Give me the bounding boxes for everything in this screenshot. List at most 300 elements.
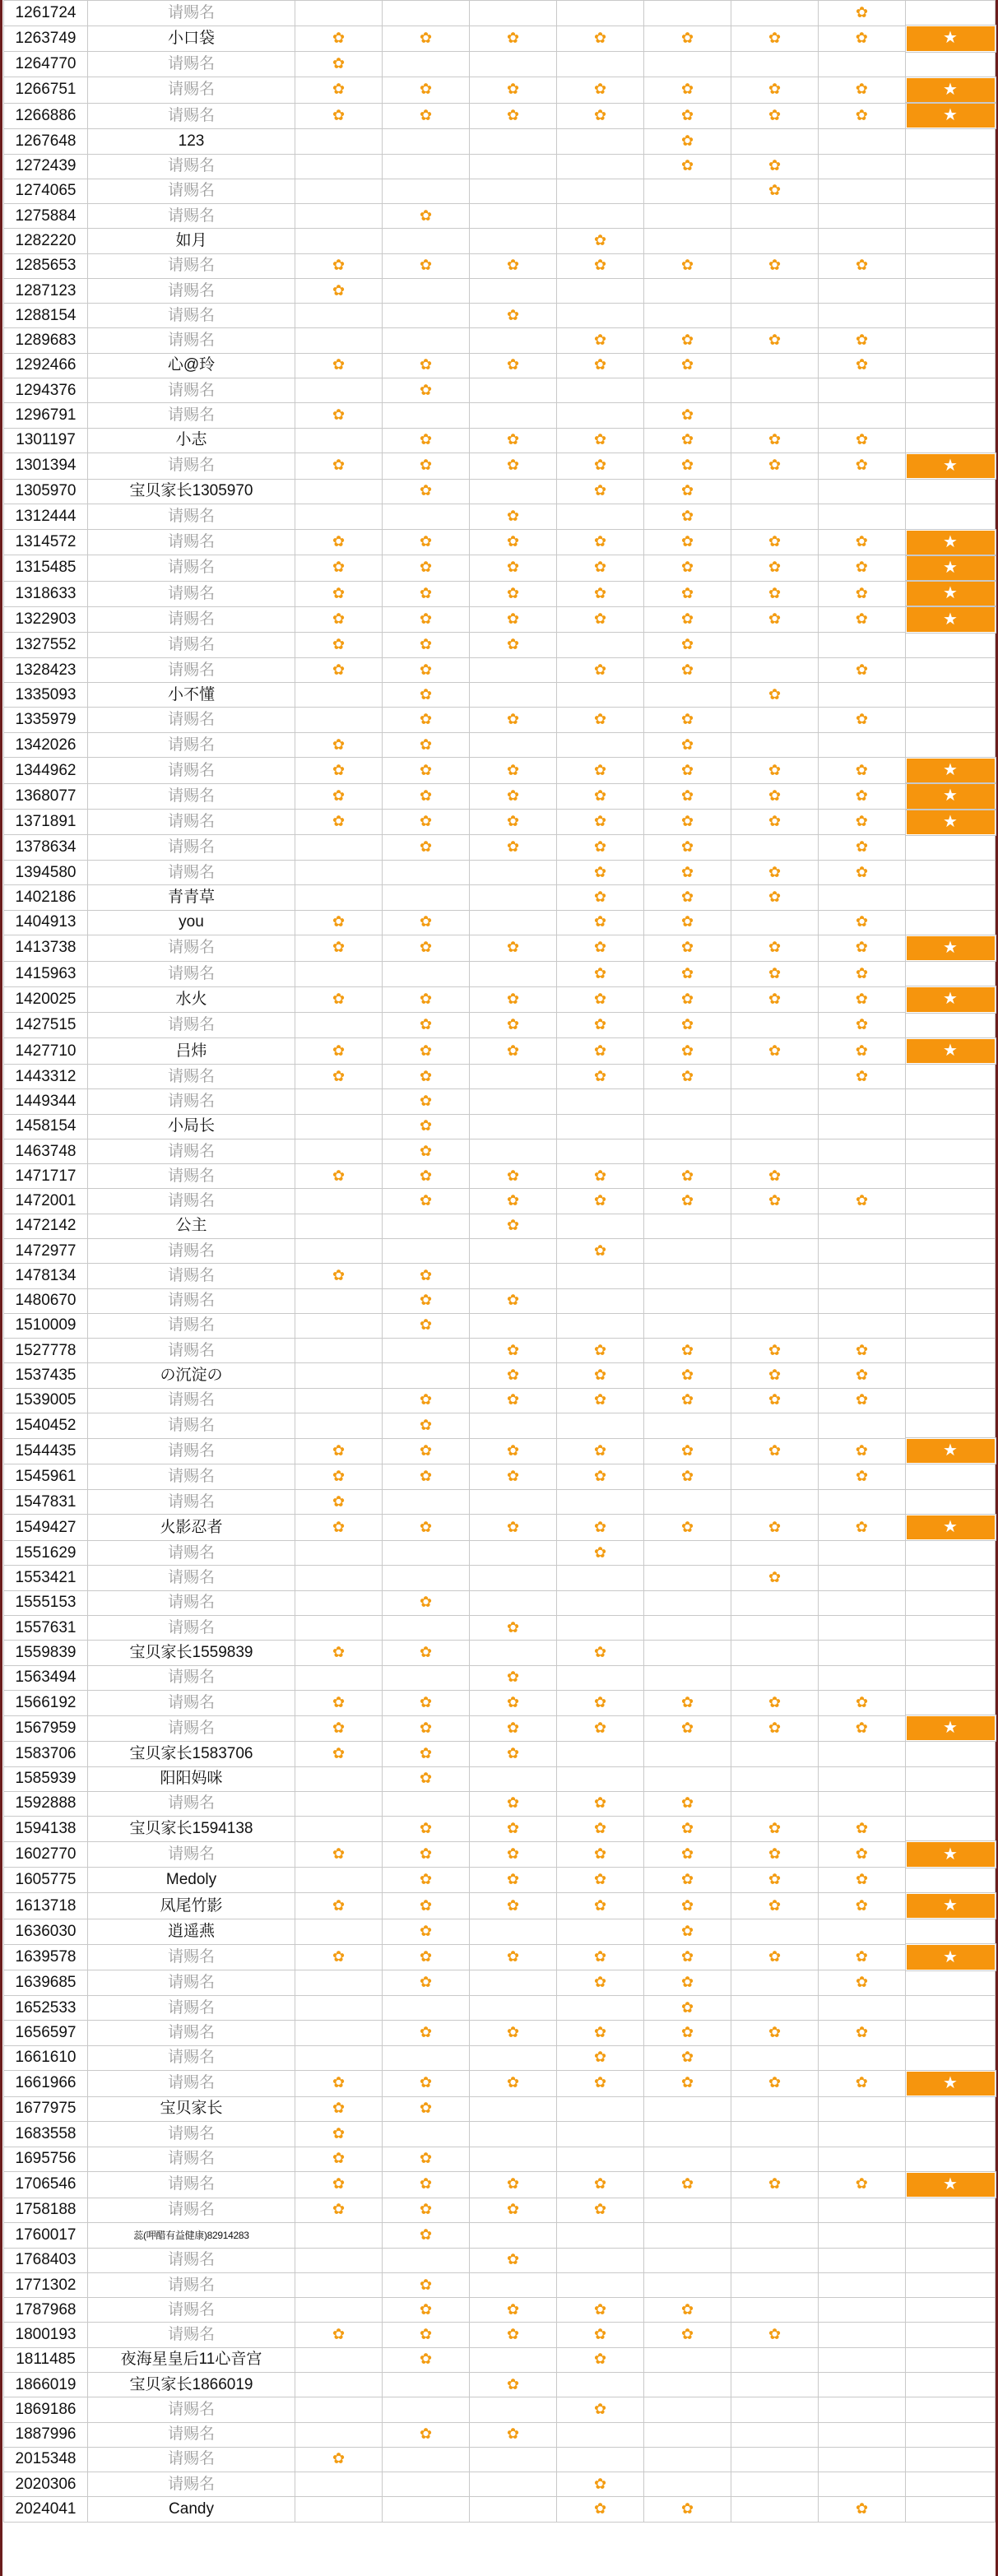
table-row[interactable] [4,1114,996,1139]
mark-cell-1 [295,77,383,103]
mark-cell-6 [731,253,819,278]
member-name-cell: 请赐名 [88,1970,295,1996]
flower-star-icon: ✿ [419,1142,433,1159]
mark-cell-7 [819,328,906,353]
member-name-cell: 请赐名 [88,2021,295,2045]
mark-cell-5 [644,453,731,479]
table-row[interactable] [4,1288,996,1313]
mark-cell-3 [470,1038,557,1064]
table-row[interactable] [4,2422,996,2447]
flower-star-icon: ✿ [680,533,694,550]
table-row[interactable] [4,1239,996,1264]
mark-cell-7 [819,2472,906,2497]
mark-cell-6 [731,1264,819,1288]
mark-cell-6 [731,1239,819,1264]
member-id-cell: 1771302 [4,2272,88,2297]
table-row[interactable] [4,1690,996,1715]
table-row[interactable] [4,2223,996,2248]
table-row[interactable] [4,1214,996,1238]
mark-cell-7 [819,606,906,632]
flower-star-icon: ✿ [593,813,607,830]
mark-cell-2 [383,179,470,203]
table-row[interactable] [4,810,996,835]
member-id-cell: 1602770 [4,1841,88,1867]
member-name-cell: 请赐名 [88,1715,295,1741]
table-row[interactable] [4,581,996,606]
flower-star-icon: ✿ [419,81,433,98]
member-name-cell: 请赐名 [88,1665,295,1690]
table-row[interactable] [4,2298,996,2323]
table-row[interactable] [4,1,996,26]
table-row[interactable] [4,1944,996,1970]
badge-cell [906,1363,996,1388]
flower-star-icon: ✿ [593,2049,607,2066]
badge-cell [906,683,996,708]
table-row[interactable] [4,530,996,555]
mark-cell-5 [644,353,731,378]
table-row[interactable] [4,2172,996,2198]
mark-cell-3 [470,179,557,203]
mark-cell-5 [644,1641,731,1665]
badge-cell [906,353,996,378]
member-name-cell: 请赐名 [88,1413,295,1438]
table-row[interactable] [4,1791,996,1816]
flower-star-icon: ✿ [506,1192,520,1209]
table-row[interactable] [4,1590,996,1615]
member-name-cell: 请赐名 [88,154,295,179]
mark-cell-6 [731,810,819,835]
mark-cell-3 [470,2272,557,2297]
mark-cell-6 [731,1791,819,1816]
member-name-cell: の沉淀の [88,1363,295,1388]
mark-cell-2 [383,1566,470,1590]
table-row[interactable] [4,253,996,278]
mark-cell-4 [557,128,644,154]
mark-cell-7 [819,204,906,229]
flower-star-icon: ✿ [506,838,520,856]
mark-cell-4 [557,2397,644,2422]
table-row[interactable] [4,1715,996,1741]
mark-cell-4 [557,1189,644,1214]
member-name-cell: 宝贝家长 [88,2096,295,2122]
mark-cell-3 [470,353,557,378]
member-id-cell: 1288154 [4,304,88,328]
table-row[interactable] [4,910,996,935]
member-name-cell: 小志 [88,428,295,453]
table-row[interactable] [4,1995,996,2020]
flower-star-icon: ✿ [680,736,694,753]
mark-cell-3 [470,2248,557,2272]
flower-star-icon: ✿ [855,29,868,46]
table-row[interactable] [4,179,996,203]
flower-star-icon: ✿ [332,913,346,931]
table-row[interactable] [4,154,996,179]
flower-star-icon: ✿ [593,939,607,956]
mark-cell-6 [731,885,819,910]
mark-cell-4 [557,353,644,378]
mark-cell-2 [383,1690,470,1715]
mark-cell-4 [557,204,644,229]
member-name-cell: 请赐名 [88,77,295,103]
table-row[interactable] [4,835,996,861]
mark-cell-1 [295,1363,383,1388]
member-name-cell: 请赐名 [88,758,295,783]
flower-star-icon: ✿ [680,813,694,830]
mark-cell-4 [557,683,644,708]
table-row[interactable] [4,708,996,732]
badge-cell [906,1438,996,1464]
member-name-cell: 青青草 [88,885,295,910]
table-row[interactable] [4,428,996,453]
flower-star-icon: ✿ [680,1366,694,1383]
flower-star-icon: ✿ [332,1042,346,1059]
mark-cell-5 [644,1038,731,1064]
mark-cell-1 [295,253,383,278]
table-row[interactable] [4,2096,996,2122]
badge-cell [906,657,996,682]
table-row[interactable] [4,26,996,51]
mark-cell-4 [557,179,644,203]
mark-cell-4 [557,961,644,986]
table-body [4,1,996,2523]
table-row[interactable] [4,2372,996,2397]
table-row[interactable] [4,1566,996,1590]
mark-cell-2 [383,986,470,1012]
mark-cell-3 [470,253,557,278]
badge-cell [906,606,996,632]
table-row[interactable] [4,1413,996,1438]
flower-star-icon: ✿ [593,913,607,931]
flower-star-icon: ✿ [768,2326,782,2343]
table-row[interactable] [4,378,996,402]
member-name-cell: 123 [88,128,295,154]
table-row[interactable] [4,1515,996,1540]
table-row[interactable] [4,204,996,229]
mark-cell-2 [383,278,470,303]
star-icon: ★ [943,558,958,577]
mark-cell-2 [383,1013,470,1038]
frame-left-border [0,0,2,2576]
badge-cell [906,1038,996,1064]
mark-cell-6 [731,633,819,658]
mark-cell-1 [295,2071,383,2096]
table-row[interactable] [4,2272,996,2297]
table-row[interactable] [4,1064,996,1089]
mark-cell-5 [644,2147,731,2172]
mark-cell-3 [470,1064,557,1089]
flower-star-icon: ✿ [680,1693,694,1710]
member-name-cell: 请赐名 [88,179,295,203]
table-row[interactable] [4,1388,996,1413]
flower-star-icon: ✿ [680,29,694,46]
table-row[interactable] [4,861,996,885]
mark-cell-4 [557,229,644,253]
table-row[interactable] [4,1868,996,1893]
badge-cell [906,555,996,581]
mark-cell-7 [819,1515,906,1540]
table-row[interactable] [4,555,996,581]
mark-cell-3 [470,1893,557,1919]
member-name-cell: 请赐名 [88,732,295,758]
table-row[interactable] [4,2122,996,2147]
table-row[interactable] [4,1164,996,1189]
badge-cell [906,2122,996,2147]
mark-cell-6 [731,1970,819,1996]
table-row[interactable] [4,328,996,353]
table-row[interactable] [4,304,996,328]
flower-star-icon: ✿ [855,1192,869,1209]
flower-star-icon: ✿ [593,232,607,249]
table-row[interactable] [4,986,996,1012]
mark-cell-4 [557,1114,644,1139]
mark-cell-2 [383,204,470,229]
mark-cell-6 [731,26,819,51]
mark-cell-2 [383,1791,470,1816]
flower-star-icon: ✿ [506,1693,520,1710]
table-row[interactable] [4,504,996,530]
mark-cell-5 [644,179,731,203]
table-row[interactable] [4,606,996,632]
mark-cell-1 [295,403,383,428]
mark-cell-3 [470,2045,557,2071]
table-row[interactable] [4,1013,996,1038]
mark-cell-1 [295,128,383,154]
table-row[interactable] [4,278,996,303]
table-row[interactable] [4,1970,996,1996]
member-name-cell: 请赐名 [88,935,295,961]
mark-cell-2 [383,1540,470,1566]
table-row[interactable] [4,657,996,682]
mark-cell-1 [295,378,383,402]
mark-cell-4 [557,783,644,809]
mark-cell-7 [819,1616,906,1641]
mark-cell-2 [383,758,470,783]
table-row[interactable] [4,1489,996,1515]
flower-star-icon: ✿ [419,1871,433,1888]
badge-cell [906,1616,996,1641]
table-row[interactable] [4,758,996,783]
member-name-cell: 请赐名 [88,453,295,479]
mark-cell-1 [295,1690,383,1715]
table-row[interactable] [4,2071,996,2096]
table-row[interactable] [4,2447,996,2472]
table-row[interactable] [4,1464,996,1489]
flower-star-icon: ✿ [419,2276,433,2293]
table-row[interactable] [4,1540,996,1566]
badge-cell [906,1489,996,1515]
table-row[interactable] [4,1438,996,1464]
table-row[interactable] [4,52,996,77]
mark-cell-7 [819,1893,906,1919]
flower-star-icon: ✿ [680,559,694,576]
mark-cell-6 [731,1590,819,1615]
member-name-cell: 凤尾竹影 [88,1893,295,1919]
member-id-cell: 1585939 [4,1766,88,1791]
mark-cell-4 [557,428,644,453]
flower-star-icon: ✿ [768,1719,782,1736]
table-row[interactable] [4,2472,996,2497]
mark-cell-6 [731,2372,819,2397]
table-row[interactable] [4,2198,996,2223]
table-row[interactable] [4,1616,996,1641]
mark-cell-2 [383,2172,470,2198]
mark-cell-5 [644,1970,731,1996]
badge-cell [906,1970,996,1996]
mark-cell-7 [819,1363,906,1388]
mark-cell-2 [383,1388,470,1413]
flower-star-icon: ✿ [855,964,869,982]
mark-cell-7 [819,1590,906,1615]
table-container[interactable] [3,0,995,2576]
mark-cell-4 [557,2096,644,2122]
mark-cell-1 [295,1515,383,1540]
mark-cell-2 [383,961,470,986]
flower-star-icon: ✿ [855,1693,869,1710]
flower-star-icon: ✿ [419,813,433,830]
table-row[interactable] [4,479,996,504]
table-row[interactable] [4,2397,996,2422]
member-id-cell: 1312444 [4,504,88,530]
member-id-cell: 2024041 [4,2497,88,2522]
flower-star-icon: ✿ [768,2023,782,2040]
table-row[interactable] [4,1264,996,1288]
member-name-cell: 请赐名 [88,633,295,658]
mark-cell-5 [644,2021,731,2045]
table-row[interactable] [4,103,996,128]
mark-cell-7 [819,1114,906,1139]
member-name-cell: 请赐名 [88,1841,295,1867]
table-row[interactable] [4,128,996,154]
flower-star-icon: ✿ [332,257,346,274]
mark-cell-3 [470,1690,557,1715]
table-row[interactable] [4,633,996,658]
flower-star-icon: ✿ [593,1441,607,1459]
flower-star-icon: ✿ [680,1896,694,1914]
flower-star-icon: ✿ [332,1492,346,1510]
table-row[interactable] [4,1363,996,1388]
mark-cell-6 [731,2347,819,2372]
mark-cell-1 [295,2096,383,2122]
flower-star-icon: ✿ [855,1518,868,1535]
mark-cell-7 [819,2323,906,2347]
flower-star-icon: ✿ [593,1067,607,1084]
mark-cell-3 [470,1413,557,1438]
table-row[interactable] [4,1741,996,1766]
table-row[interactable] [4,1841,996,1867]
table-row[interactable] [4,683,996,708]
mark-cell-6 [731,1995,819,2020]
member-name-cell: 请赐名 [88,2397,295,2422]
member-id-cell: 1443312 [4,1064,88,1089]
member-id-cell: 1695756 [4,2147,88,2172]
table-row[interactable] [4,1893,996,1919]
table-row[interactable] [4,229,996,253]
flower-star-icon: ✿ [506,29,520,46]
mark-cell-5 [644,2248,731,2272]
table-row[interactable] [4,1189,996,1214]
table-row[interactable] [4,2021,996,2045]
mark-cell-1 [295,1868,383,1893]
flower-star-icon: ✿ [506,610,520,627]
flower-star-icon: ✿ [419,29,433,46]
table-row[interactable] [4,732,996,758]
table-row[interactable] [4,1339,996,1363]
mark-cell-7 [819,2122,906,2147]
mark-cell-2 [383,1214,470,1238]
member-id-cell: 1547831 [4,1489,88,1515]
table-row[interactable] [4,885,996,910]
mark-cell-2 [383,2045,470,2071]
member-name-cell: 请赐名 [88,606,295,632]
mark-cell-6 [731,1515,819,1540]
mark-cell-6 [731,2472,819,2497]
table-row[interactable] [4,961,996,986]
mark-cell-1 [295,1413,383,1438]
flower-star-icon: ✿ [419,2425,433,2443]
flower-star-icon: ✿ [680,81,694,98]
table-row[interactable] [4,353,996,378]
table-row[interactable] [4,1665,996,1690]
mark-cell-5 [644,1114,731,1139]
member-name-cell: 请赐名 [88,1540,295,1566]
flower-star-icon: ✿ [768,1042,782,1059]
badge-cell [906,1641,996,1665]
flower-star-icon: ✿ [680,2300,694,2318]
flower-star-icon: ✿ [593,457,607,474]
mark-cell-5 [644,52,731,77]
table-row[interactable] [4,1641,996,1665]
table-row[interactable] [4,1313,996,1338]
table-row[interactable] [4,403,996,428]
member-name-cell: 请赐名 [88,1388,295,1413]
table-row[interactable] [4,77,996,103]
table-row[interactable] [4,1766,996,1791]
mark-cell-7 [819,783,906,809]
table-row[interactable] [4,2045,996,2071]
table-row[interactable] [4,2147,996,2172]
table-row[interactable] [4,935,996,961]
table-row[interactable] [4,1139,996,1163]
badge-cell [906,154,996,179]
mark-cell-5 [644,1288,731,1313]
mark-cell-3 [470,1791,557,1816]
mark-cell-2 [383,732,470,758]
table-row[interactable] [4,783,996,809]
mark-cell-4 [557,2223,644,2248]
mark-cell-7 [819,758,906,783]
flower-star-icon: ✿ [506,939,520,956]
flower-star-icon: ✿ [506,1167,520,1184]
flower-star-icon: ✿ [680,1441,694,1459]
table-row[interactable] [4,1919,996,1944]
mark-cell-1 [295,633,383,658]
table-row[interactable] [4,2323,996,2347]
table-row[interactable] [4,1038,996,1064]
table-row[interactable] [4,453,996,479]
flower-star-icon: ✿ [332,2201,346,2218]
star-icon: ★ [943,1518,958,1537]
table-row[interactable] [4,2248,996,2272]
flower-star-icon: ✿ [593,1518,607,1535]
badge-cell [906,2147,996,2172]
table-row[interactable] [4,1089,996,1114]
mark-cell-2 [383,1893,470,1919]
table-row[interactable] [4,2497,996,2522]
table-row[interactable] [4,1817,996,1842]
member-name-cell: 请赐名 [88,278,295,303]
member-id-cell: 1335979 [4,708,88,732]
table-row[interactable] [4,2347,996,2372]
